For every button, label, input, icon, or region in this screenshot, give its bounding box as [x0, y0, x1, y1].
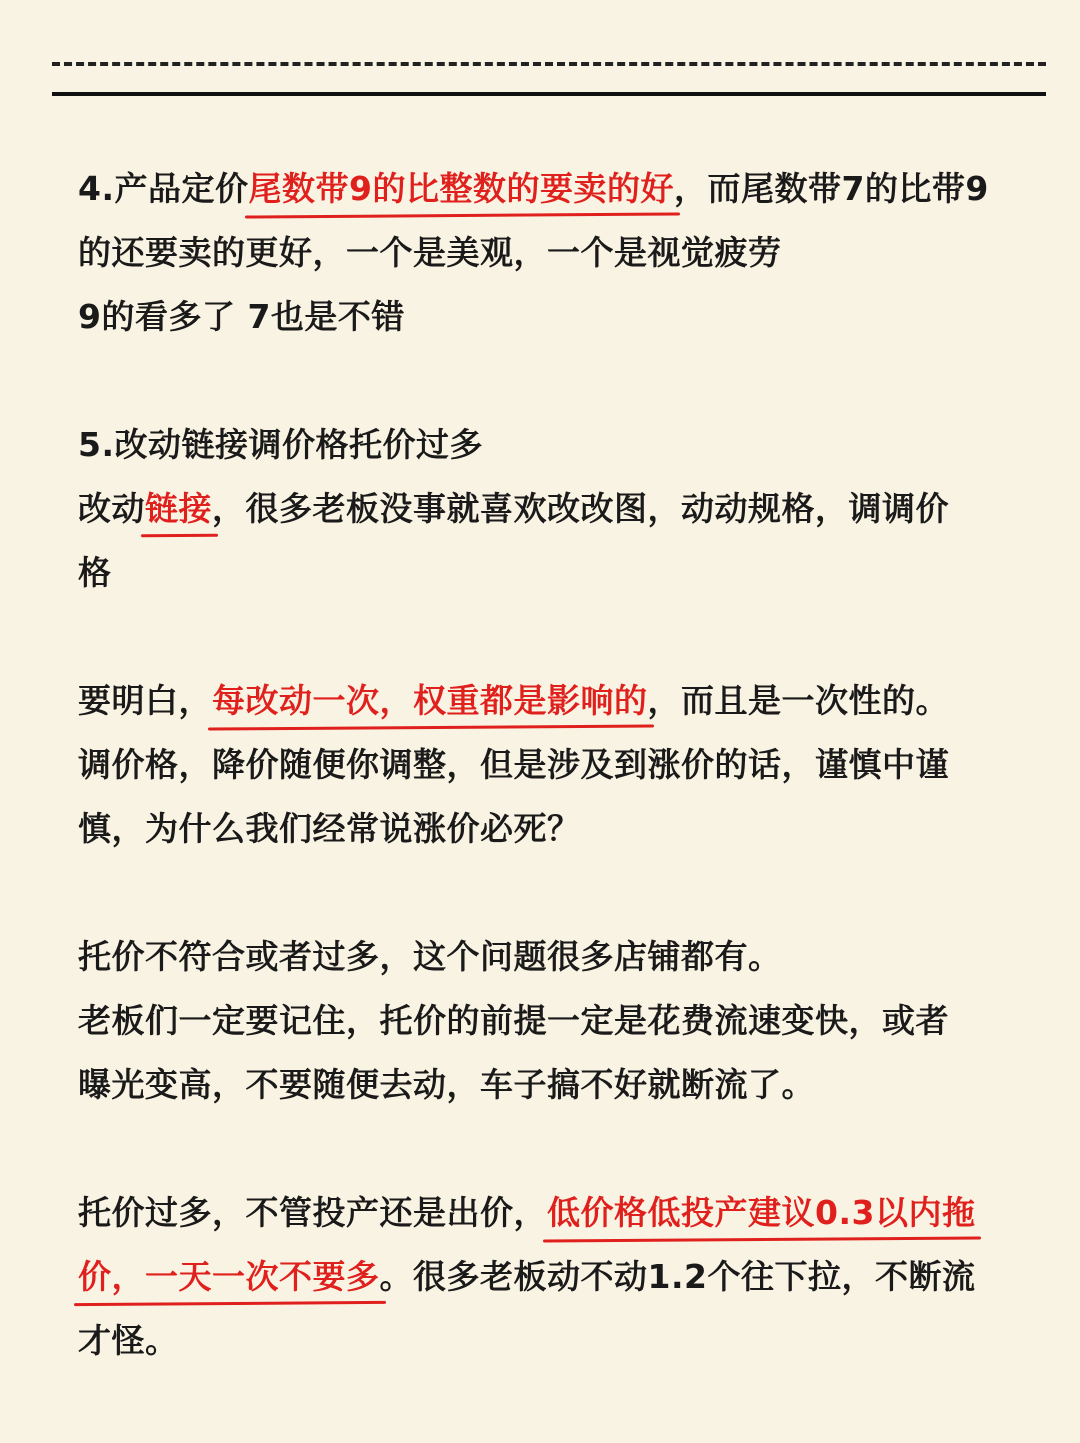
paragraph-gap [78, 1117, 1028, 1181]
paragraph [78, 1181, 1028, 1373]
text-segment: 调价格，降价随便你调整，但是涉及到涨价的话，谨慎中谨 [78, 745, 949, 784]
text-segment: 改动 [78, 489, 145, 528]
text-segment: ，很多老板没事就喜欢改改图，动动规格，调调价 [212, 489, 949, 528]
text-segment: 。很多老板动不动1.2个往下拉，不断流 [379, 1257, 976, 1296]
text-line [78, 925, 1028, 989]
text-line [78, 1181, 1028, 1245]
paragraph [78, 157, 1028, 349]
text-segment: 才怪。 [78, 1321, 179, 1360]
text-line [78, 1309, 1028, 1373]
paragraph [78, 925, 1028, 1117]
text-line [78, 669, 1028, 733]
highlighted-text: 尾数带9的比整数的要卖的好 [249, 157, 674, 221]
text-line [78, 733, 1028, 797]
text-segment: 慎，为什么我们经常说涨价必死？ [78, 809, 581, 848]
dashed-divider [52, 62, 1046, 66]
text-line [78, 221, 1028, 285]
paragraph-gap [78, 861, 1028, 925]
text-segment: 格 [78, 553, 112, 592]
text-segment: 5.改动链接调价格托价过多 [78, 425, 483, 464]
text-line [78, 157, 1028, 221]
highlighted-text: 低价格低投产建议0.3以内拖 [547, 1181, 975, 1245]
paragraph [78, 669, 1028, 861]
paragraph-gap [78, 349, 1028, 413]
highlighted-text: 价，一天一次不要多 [78, 1245, 380, 1309]
article-body [78, 157, 1028, 1373]
text-segment: 托价过多，不管投产还是出价， [78, 1193, 547, 1232]
text-line [78, 989, 1028, 1053]
highlighted-text: 链接 [145, 477, 212, 541]
text-line [78, 1053, 1028, 1117]
text-segment: 曝光变高，不要随便去动，车子搞不好就断流了。 [78, 1065, 815, 1104]
text-segment: ，而且是一次性的。 [647, 681, 949, 720]
text-segment: ，而尾数带7的比带9 [673, 169, 989, 208]
text-segment: 要明白， [78, 681, 212, 720]
text-segment: 托价不符合或者过多，这个问题很多店铺都有。 [78, 937, 782, 976]
text-segment: 9的看多了 7也是不错 [78, 297, 405, 336]
text-line [78, 413, 1028, 477]
paragraph [78, 413, 1028, 605]
text-segment: 4.产品定价 [78, 169, 249, 208]
text-line [78, 797, 1028, 861]
text-line [78, 541, 1028, 605]
text-line [78, 1245, 1028, 1309]
solid-divider [52, 92, 1046, 96]
paragraph-gap [78, 605, 1028, 669]
text-segment: 的还要卖的更好，一个是美观，一个是视觉疲劳 [78, 233, 782, 272]
text-line [78, 477, 1028, 541]
text-line [78, 285, 1028, 349]
highlighted-text: 每改动一次，权重都是影响的 [212, 669, 648, 733]
text-segment: 老板们一定要记住，托价的前提一定是花费流速变快，或者 [78, 1001, 949, 1040]
